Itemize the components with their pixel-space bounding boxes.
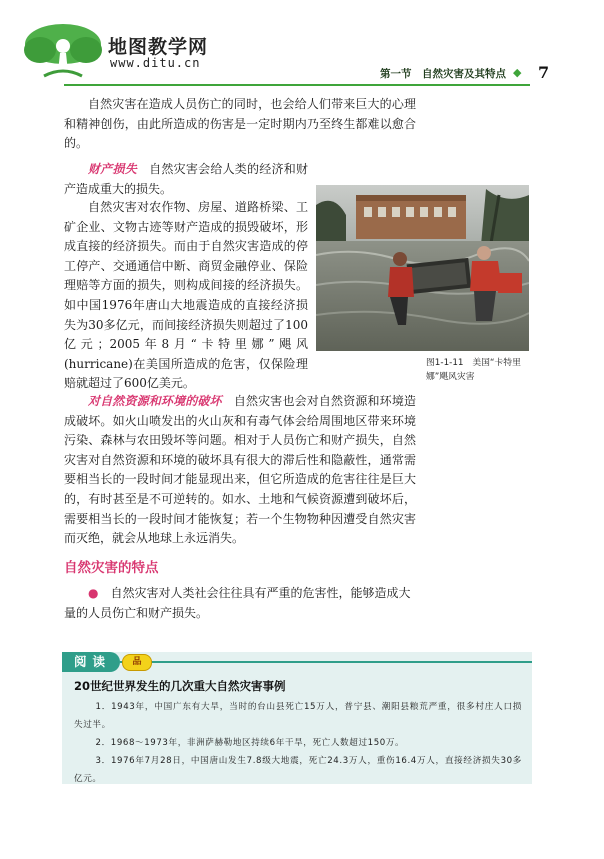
intro-paragraph: 自然灾害在造成人员伤亡的同时，也会给人们带来巨大的心理和精神创伤，由此所造成的伤害是一定时期内乃至终生都难以愈合的。 bbox=[64, 97, 416, 151]
reading-tab-rule bbox=[120, 661, 532, 663]
resources-damage-term: 对自然资源和环境的破坏 bbox=[88, 394, 222, 408]
reading-title: 20世纪世界发生的几次重大自然灾害事例 bbox=[74, 679, 286, 693]
section-diamond-icon: ◆ bbox=[513, 66, 522, 79]
photo-caption: 图1-1-11 美国“卡特里娜”飓风灾害 bbox=[426, 358, 521, 382]
reading-event: 2．1968～1973年，非洲萨赫勒地区持续6年干旱，死亡人数超过150万。 bbox=[95, 738, 405, 748]
feature-item bbox=[64, 584, 416, 623]
property-loss-paragraph bbox=[64, 160, 308, 199]
resources-damage-body: 自然灾害也会对自然资源和环境造成破坏。如火山喷发出的火山灰和有毒气体会给周围地区带来环境污染、森林与农田毁坏等问题。相对于人员伤亡和财产损失，自然灾害对自然资源和环境的破坏具有很大的滞后性和隐蔽性，通常需要相当长的一段时间才能显现出来，但它所造成的危害往往是巨大的，有时甚至是不可逆转的。如水、土地和气候资源遭到破坏后，需要相当长的一段时间才能恢复；若一个生物物种因遭受自然灾害而灭绝，就会从地球上永远消失。 bbox=[64, 394, 416, 546]
page-number: 7 bbox=[538, 63, 550, 82]
bullet-icon: ● bbox=[88, 586, 99, 600]
property-loss-lead: 自然灾害会给人类的经济和财产造成重大的损失。 bbox=[64, 162, 308, 196]
logo-url: www.ditu.cn bbox=[110, 56, 201, 70]
reading-event: 1．1943年，中国广东有大旱，当时的台山县死亡15万人，普宁县、潮阳县粮荒严重，很多村庄人口损失过半。 bbox=[74, 702, 522, 730]
reading-event: 3．1976年7月28日，中国唐山发生7.8级大地震，死亡24.3万人，重伤16.4万人，直接经济损失30多亿元。 bbox=[74, 756, 522, 784]
feature-text: 自然灾害对人类社会往往具有严重的危害性，能够造成大量的人员伤亡和财产损失。 bbox=[64, 586, 411, 620]
property-loss-body: 自然灾害对农作物、房屋、道路桥梁、工矿企业、文物古迹等财产造成的损毁破坏，形成直接的经济损失。而由于自然灾害造成的停工停产、交通通信中断、商贸金融停业、保险理赔等方面的损失，则构成间接的经济损失。如中国1976年唐山大地震造成的直接经济损失为30多亿元，而间接经济损失则超过了100亿元；2005年8月“卡特里娜”飓风(hurricane)在美国所造成的危害，仅保险理赔就超过了600亿美元。 bbox=[64, 200, 308, 391]
property-loss-term: 财产损失 bbox=[88, 162, 137, 176]
logo-tree-icon bbox=[20, 20, 106, 84]
hurricane-katrina-photo bbox=[316, 185, 529, 351]
resources-damage-paragraph bbox=[64, 392, 416, 549]
reading-tab: 阅读 bbox=[62, 652, 120, 672]
logo-title: 地图教学网 bbox=[108, 36, 209, 58]
reading-badge-icon: 品 bbox=[122, 654, 152, 671]
header-rule bbox=[64, 84, 530, 86]
section-title: 第一节 自然灾害及其特点 bbox=[380, 68, 506, 80]
features-heading: 自然灾害的特点 bbox=[64, 560, 159, 576]
